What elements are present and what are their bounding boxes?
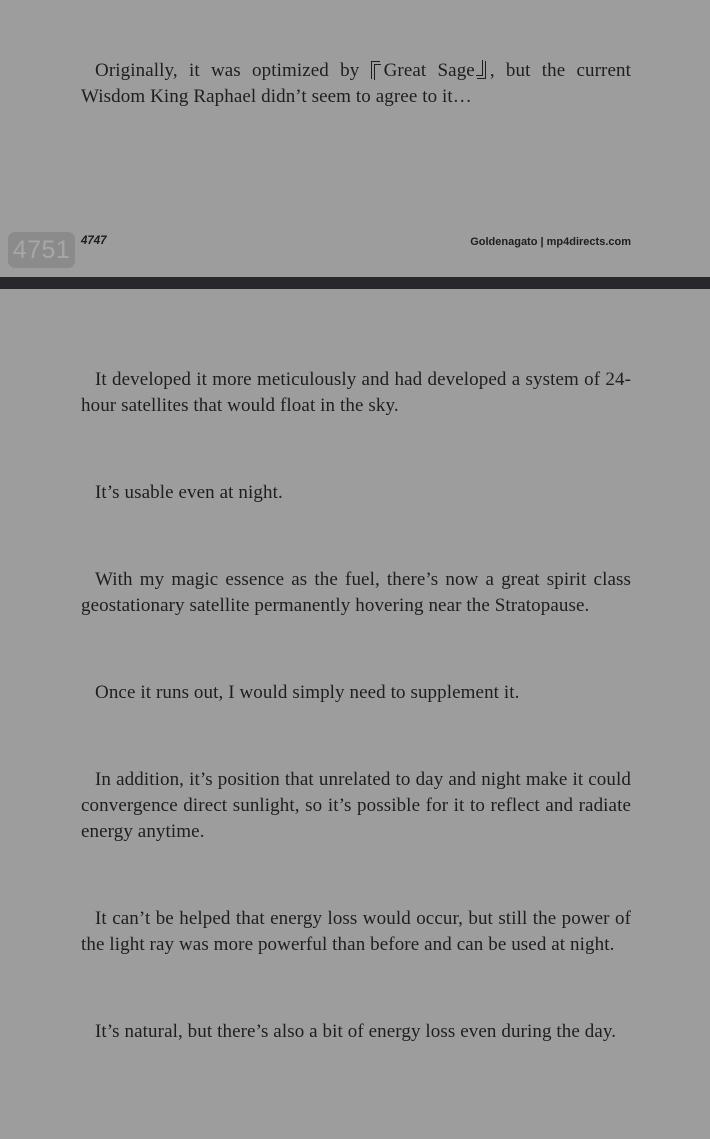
paragraph: It’s usable even at night. xyxy=(95,482,283,503)
page-badge: 4751 xyxy=(8,232,75,268)
current-page xyxy=(0,289,710,1139)
paragraph: With my magic essence as the fuel, there’s now a great spirit class geostationary satellite permanently hovering near the Stratopause. xyxy=(81,569,631,616)
paragraph-text-pre: Originally, it was optimized by xyxy=(95,60,371,81)
page-divider xyxy=(0,277,710,289)
close-corner-bracket-icon xyxy=(477,61,486,79)
open-corner-bracket-icon xyxy=(371,61,380,79)
watermark: Goldenagato | mp4directs.com xyxy=(470,236,631,248)
paragraph: It’s natural, but there’s also a bit of energy loss even during the day. xyxy=(95,1021,617,1042)
paragraph xyxy=(81,58,631,110)
paragraph: Once it runs out, I would simply need to supplement it. xyxy=(95,682,520,703)
skill-name: Great Sage xyxy=(383,60,475,81)
paragraph: In addition, it’s position that unrelated to day and night make it could convergence direct sunlight, so it’s possible for it to reflect and radiate energy anytime. xyxy=(81,769,631,842)
page-number: 4747 xyxy=(81,235,107,247)
previous-page xyxy=(0,0,710,277)
paragraph-text-post: , but the current Wisdom King Raphael didn’t seem to agree to it… xyxy=(81,60,631,107)
paragraph: It can’t be helped that energy loss would occur, but still the power of the light ray was more powerful than before and can be used at night. xyxy=(81,908,631,955)
paragraph: It developed it more meticulously and had developed a system of 24-hour satellites that would float in the sky. xyxy=(81,369,631,416)
